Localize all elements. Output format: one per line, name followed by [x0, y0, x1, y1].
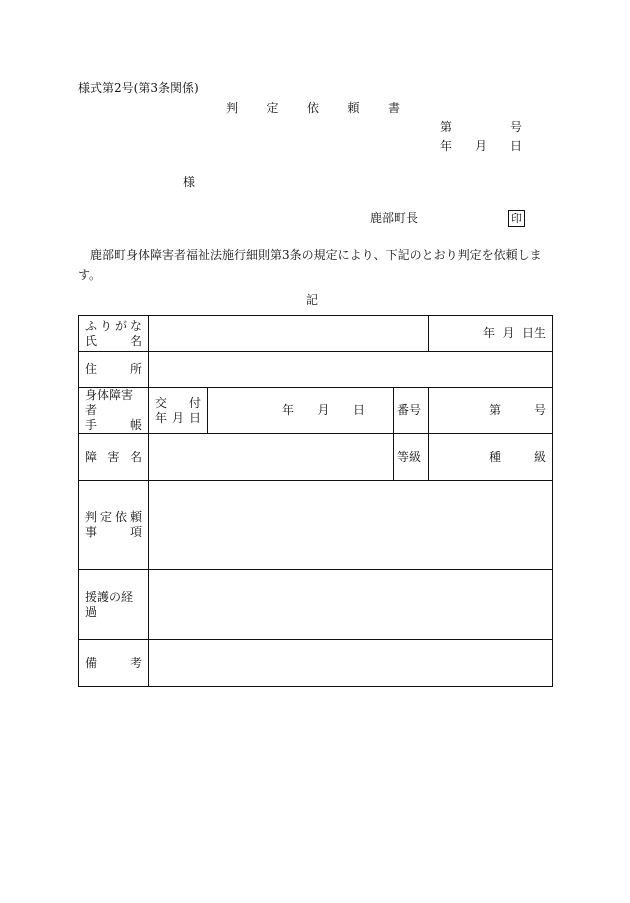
issue-date-field[interactable]: 年 月 日	[208, 388, 394, 434]
remarks-field[interactable]	[149, 640, 553, 687]
table-row	[79, 434, 553, 481]
request-form-table	[78, 315, 553, 687]
table-row	[79, 352, 553, 388]
number-label-cell: 番号	[394, 388, 429, 434]
addressee-suffix: 様	[183, 175, 196, 189]
seal-mark: 印	[508, 210, 525, 227]
address-field[interactable]	[149, 352, 553, 388]
table-row	[79, 570, 553, 640]
form-number: 様式第2号(第3条関係)	[78, 81, 199, 95]
request-label-cell: 判 定 依 頼 事 項	[79, 481, 149, 570]
issue-date-label-cell: 交 付 年 月 日	[149, 388, 208, 434]
table-row	[79, 316, 553, 352]
document-number: 第 号	[440, 120, 522, 134]
body-text: 鹿部町身体障害者福祉法施行細則第3条の規定により、下記のとおり判定を依頼します。	[78, 248, 542, 282]
grade-field[interactable]: 種 級	[429, 434, 553, 481]
remarks-label-cell: 備 考	[79, 640, 149, 687]
table-row	[79, 481, 553, 570]
sender-title: 鹿部町長	[370, 211, 419, 225]
disability-field[interactable]	[149, 434, 394, 481]
name-field[interactable]	[149, 316, 429, 352]
page-title: 判 定 依 頼 書	[226, 101, 400, 115]
number-field[interactable]: 第 号	[429, 388, 553, 434]
disability-label-cell: 障 害 名	[79, 434, 149, 481]
document-date: 年 月 日	[440, 139, 522, 153]
support-field[interactable]	[149, 570, 553, 640]
support-label-cell: 援護の経過	[79, 570, 149, 640]
techo-label-cell: 身体障害者 手 帳	[79, 388, 149, 434]
name-label-cell: ふ り が な 氏 名	[79, 316, 149, 352]
address-label-cell: 住 所	[79, 352, 149, 388]
table-row	[79, 640, 553, 687]
table-row	[79, 388, 553, 434]
ki-heading: 記	[306, 293, 319, 307]
request-field[interactable]	[149, 481, 553, 570]
birthdate-field[interactable]: 年 月 日生	[429, 316, 553, 352]
grade-label-cell: 等級	[394, 434, 429, 481]
